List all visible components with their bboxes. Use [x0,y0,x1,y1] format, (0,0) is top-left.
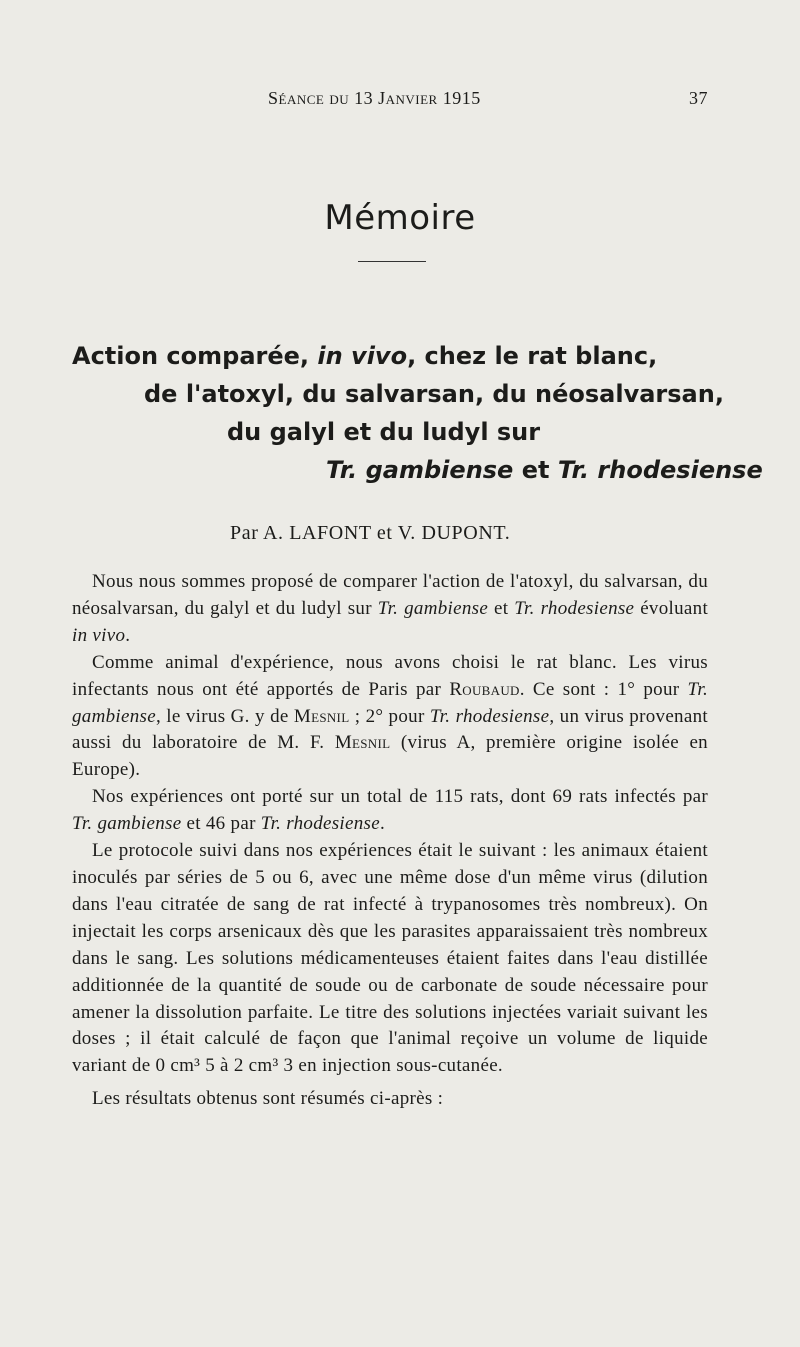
title-line-1: Action comparée, in vivo, chez le rat blanc, [72,342,658,370]
page-header [0,88,800,114]
running-title: Séance du 13 Janvier 1915 [268,88,481,108]
page-number: 37 [689,88,708,108]
byline: Par A. LAFONT et V. DUPONT. [230,522,511,544]
paragraph-1: Nous nous sommes proposé de comparer l'action de l'atoxyl, du salvarsan, du néosalvarsan, du galyl et du ludyl sur Tr. gambiense et Tr. rhodesiense évoluant in vivo. [72,571,709,646]
title-line-3: du galyl et du ludyl sur [227,418,541,446]
heading-rule [358,261,426,262]
paragraph-2: Comme animal d'expérience, nous avons choisi le rat blanc. Les virus infectants nous ont été apportés de Paris par Roubaud. Ce sont : 1° pour Tr. gambiense, le virus G. y de Mesnil ; 2° pour Tr. rhodesiense, un virus provenant aussi du laboratoire de M. F. Mesnil (virus A, première origine isolée en Europe). [72,651,708,781]
title-line-2: de l'atoxyl, du salvarsan, du néosalvarsan, [144,380,724,408]
paragraph-5: Les résultats obtenus sont résumés ci-après : [92,1088,444,1110]
article-body [72,569,708,1113]
title-line-4: Tr. gambiense et Tr. rhodesiense [326,456,763,484]
paragraph-4: Le protocole suivi dans nos expériences était le suivant : les animaux étaient inoculés par séries de 5 ou 6, avec une même dose d'un même virus (dilution dans l'eau citratée de sang de rat infecté à trypanosomes très nombreux). On injectait les corps arsenicaux dès que les parasites apparaissaient très nombreux dans le sang. Les solutions médicamenteuses étaient faites dans l'eau distillée additionnée de la quantité de soude ou de carbonate de soude nécessaire pour amener la dissolution parfaite. Le titre des solutions injectées variait suivant les doses ; il était calculé de façon que l'animal reçoive un volume de liquide variant de 0 cm³ 5 à 2 cm³ 3 en injection sous-cutanée. [72,840,708,1077]
paragraph-3: Nos expériences ont porté sur un total de 115 rats, dont 69 rats infectés par Tr. gambiense et 46 par Tr. rhodesiense. [72,786,708,835]
section-heading: Mémoire [324,198,476,238]
